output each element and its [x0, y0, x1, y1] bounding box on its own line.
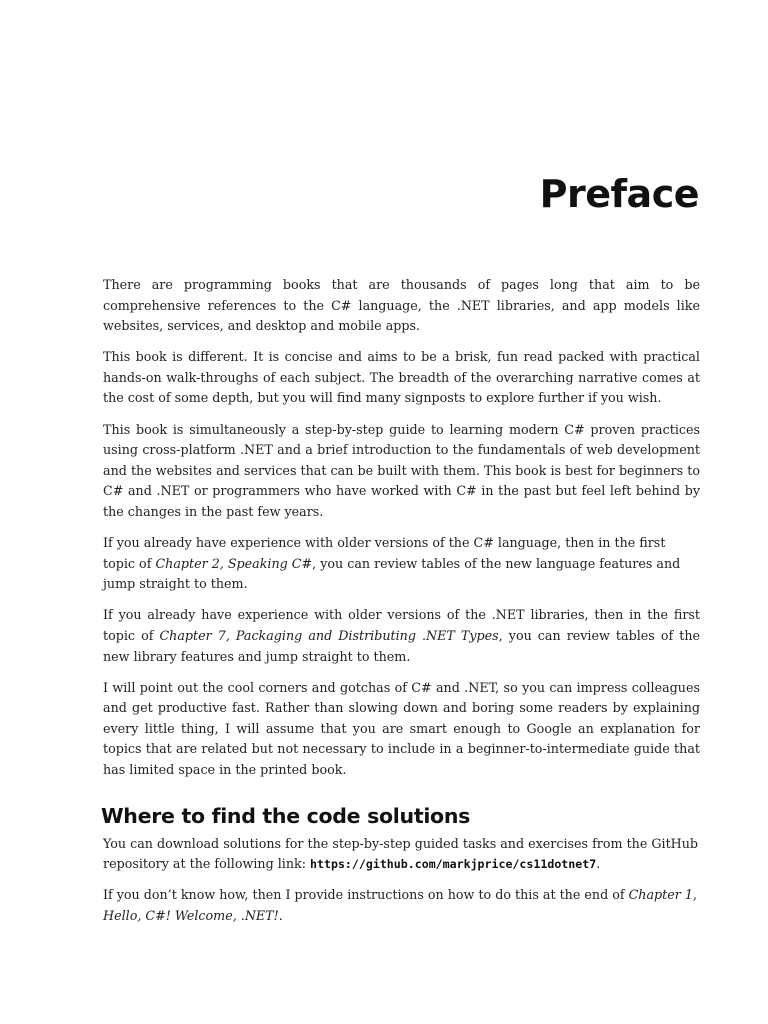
repository-link[interactable]: https://github.com/markjprice/cs11dotnet7 [310, 857, 597, 872]
page-title: Preface [539, 172, 699, 216]
paragraph-language-features [103, 533, 700, 595]
text-segment: If you already have experience with older versions of the .NET libraries, then in the first topic of [103, 607, 700, 643]
text-segment: , you can review tables of the new library features and jump straight to them. [103, 627, 700, 664]
section-heading: Where to find the code solutions [101, 803, 471, 828]
paragraph-cool-corners: I will point out the cool corners and gotchas of C# and .NET, so you can impress colleagues and get productive fast. Rather than slowing down and boring some readers by explaining every little thing, I will assume that you are smart enough to Google an explanation for topics that are related but not necessary to include in a beginner-to-intermediate guide that has limited space in the printed book. [103, 679, 700, 777]
chapter-reference: Chapter 2, Speaking C# [155, 555, 313, 571]
text-segment: , you can review tables of the new language features and jump straight to them. [103, 555, 681, 592]
preface-content [103, 275, 700, 937]
paragraph-download [103, 834, 700, 875]
text-segment: . [278, 907, 283, 923]
chapter-reference: Chapter 7, Packaging and Distributing .NET Types [159, 627, 499, 643]
text-segment: You can download solutions for the step-by-step guided tasks and exercises from the GitHub repository at the following link: [103, 835, 699, 872]
paragraph-guide: This book is simultaneously a step-by-step guide to learning modern C# proven practices using cross-platform .NET and a brief introduction to the fundamentals of web development and the websites and services that can be built with them. This book is best for beginners to C# and .NET or programmers who have worked with C# in the past but feel left behind by the changes in the past few years. [103, 421, 700, 519]
paragraph-different: This book is different. It is concise and aims to be a brisk, fun read packed with practical hands-on walk-throughs of each subject. The breadth of the overarching narrative comes at the cost of some depth, but you will find many signposts to explore further if you wish. [103, 349, 700, 406]
text-segment: If you don’t know how, then I provide instructions on how to do this at the end of [103, 887, 629, 903]
text-segment: If you already have experience with older versions of the C# language, then in the first topic of [103, 535, 666, 571]
paragraph-library-features [103, 605, 700, 667]
paragraph-instructions [103, 885, 700, 926]
text-segment: . [596, 856, 601, 872]
paragraph-intro: There are programming books that are thousands of pages long that aim to be comprehensive references to the C# language, the .NET libraries, and app models like websites, services, and desktop and mobile apps. [103, 277, 700, 334]
chapter-reference: Chapter 1, Hello, C#! Welcome, .NET! [103, 887, 697, 923]
